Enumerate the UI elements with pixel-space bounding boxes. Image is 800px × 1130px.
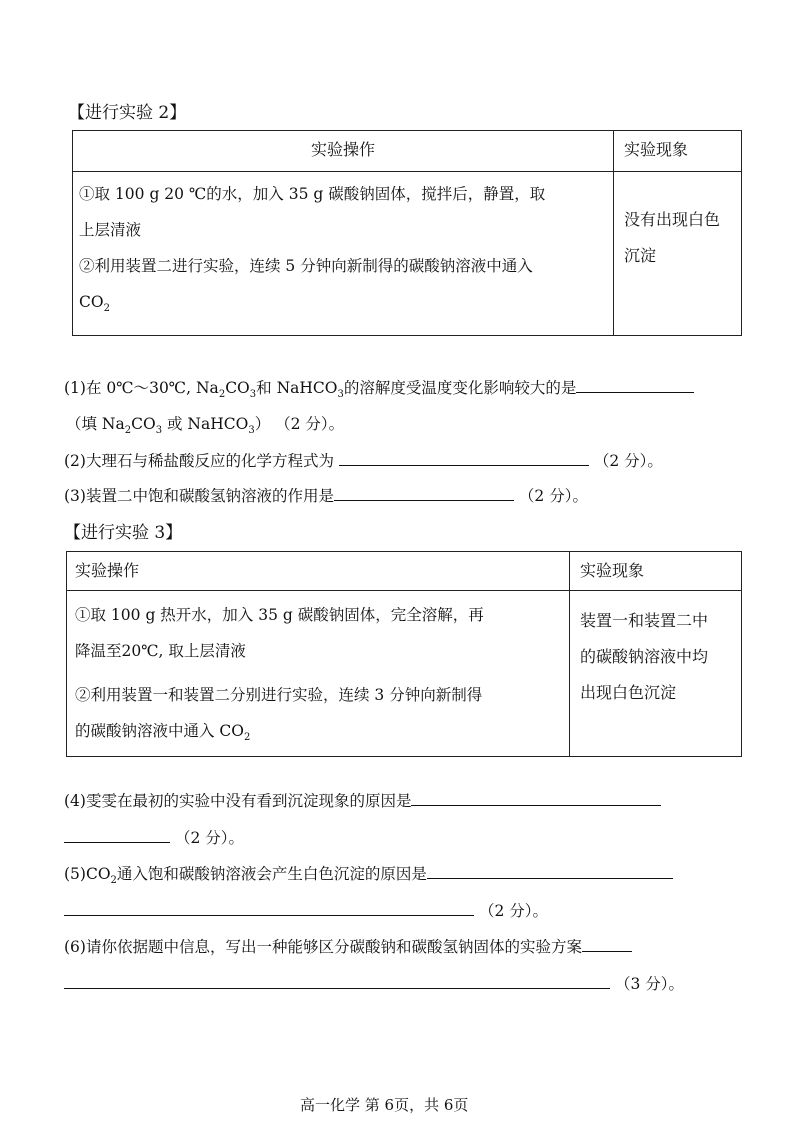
exp2-obs-header	[614, 131, 742, 172]
col-obs-label: 实验现象	[580, 561, 645, 580]
exp2-op2-cont: $CO_2$	[79, 292, 110, 315]
exp3-ops-cell	[67, 591, 570, 757]
exp3-obs-cell	[570, 591, 742, 757]
answer-blank[interactable]	[411, 789, 661, 806]
question-5: $(5)CO_2$通入饱和碳酸钠溶液会产生白色沉淀的原因是	[64, 862, 673, 886]
exp2-ops-cell	[73, 171, 614, 335]
exp2-obs-cell	[614, 171, 742, 335]
answer-blank[interactable]	[582, 935, 632, 952]
exp2-obs-line1: 没有出现白色	[624, 209, 721, 229]
exp3-ops-header	[67, 552, 570, 591]
exp2-obs-line2: 沉淀	[624, 245, 657, 265]
section2-heading: 【进行实验 2】	[68, 103, 187, 123]
answer-blank[interactable]	[576, 376, 694, 393]
exp2-ops-header	[73, 131, 614, 172]
page-footer: 高一化学 第 6页，共 6页	[300, 1096, 469, 1114]
experiment3-table	[66, 551, 742, 757]
question-1: (1)在 0℃～30℃, $Na_2CO_3$和 NaHCO$_3$的溶解度受温度变化影响较大的是	[64, 376, 694, 400]
exp3-op1-cont: 降温至20℃, 取上层清液	[75, 642, 246, 660]
experiment2-table	[72, 130, 742, 336]
exp3-obs-header	[570, 552, 742, 591]
question-6: (6)请你依据题中信息，写出一种能够区分碳酸钠和碳酸氢钠固体的实验方案	[64, 935, 632, 957]
exp3-op2: ②利用装置一和装置二分别进行实验，连续 3 分钟向新制得	[75, 686, 483, 704]
answer-blank[interactable]	[339, 449, 589, 466]
exp3-obs-line3: 出现白色沉淀	[580, 683, 677, 702]
question-3: (3)装置二中饱和碳酸氢钠溶液的作用是 （2 分）。	[64, 484, 588, 506]
answer-blank[interactable]	[64, 826, 170, 843]
answer-blank[interactable]	[64, 899, 474, 916]
answer-blank[interactable]	[334, 484, 514, 501]
exp3-op2-cont: 的碳酸钠溶液中通入 $CO_2$	[75, 722, 251, 744]
exp3-op1: ①取 100 g 热开水，加入 35 g 碳酸钠固体，完全溶解，再	[75, 606, 484, 624]
exp3-obs-line1: 装置一和装置二中	[580, 611, 709, 630]
exp2-op1: ①取 100 g 20 ℃的水，加入 35 g 碳酸钠固体，搅拌后，静置，取	[79, 184, 546, 203]
question-4: (4)雯雯在最初的实验中没有看到沉淀现象的原因是	[64, 789, 661, 811]
exp3-obs-line2: 的碳酸钠溶液中均	[580, 647, 709, 666]
col-ops-label: 实验操作	[310, 140, 375, 159]
section3-heading: 【进行实验 3】	[64, 523, 183, 543]
exp2-op1-cont: 上层清液	[79, 220, 142, 239]
question-2: (2)大理石与稀盐酸反应的化学方程式为 （2 分）。	[64, 449, 663, 471]
question-5-cont: （2 分）。	[64, 899, 548, 921]
col-obs-label: 实验现象	[624, 140, 689, 159]
answer-blank[interactable]	[427, 862, 673, 879]
question-1-cont: （填 $Na_2CO_3$ 或 NaHCO$_3$） （2 分）。	[66, 415, 345, 437]
answer-blank[interactable]	[64, 972, 610, 989]
exp2-op2: ②利用装置二进行实验，连续 5 分钟向新制得的碳酸钠溶液中通入	[79, 256, 533, 275]
question-4-cont: （2 分）。	[64, 826, 244, 848]
question-6-cont: （3 分）。	[64, 972, 684, 994]
col-ops-label: 实验操作	[75, 561, 140, 580]
